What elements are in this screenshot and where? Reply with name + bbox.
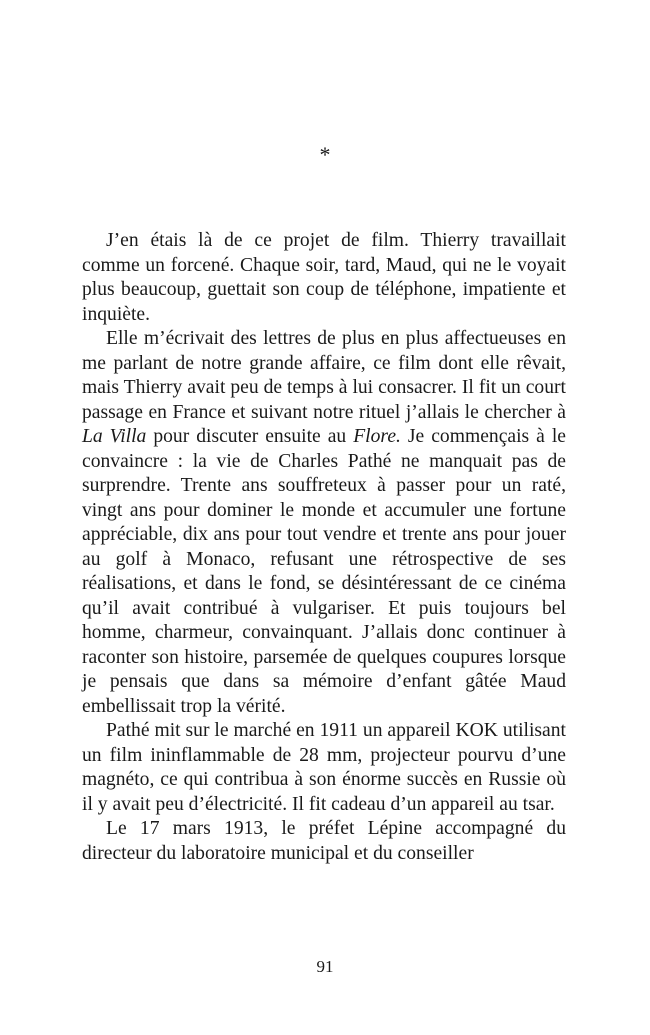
text-run: Je commençais à le convaincre : la vie de Charles Pathé ne manquait pas de surprendre. Trente ans souffreteux à passer pour un raté, vingt ans pour dominer le monde et accumuler une fortune appréciable, dix ans pour tout vendre et trente ans pour jouer au golf à Monaco, refusant une rétrospective de ses réalisations, et dans le fond, se désintéressant de ce cinéma qu’il avait contribué à vulgariser. Et puis toujours bel homme, charmeur, convainquant. J’allais donc continuer à raconter son histoire, parsemée de quelques coupures lorsque je pensais que dans sa mémoire d’enfant gâtée Maud embellissait trop la vérité.: [82, 426, 566, 717]
italic-text: Flore.: [353, 426, 401, 447]
text-run: Elle m’écrivait des lettres de plus en plus affectueuses en me parlant de notre grande affaire, ce film dont elle rêvait, mais Thierry avait peu de temps à lui consacrer. Il fit un court passage en France et suivant notre rituel j’allais le chercher à: [82, 328, 566, 423]
text-run: Pathé mit sur le marché en 1911 un appareil KOK utilisant un film ininflammable de 28 mm, projecteur pourvu d’une magnéto, ce qui contribua à son énorme succès en Russie où il y avait peu d’électricité. Il fit cadeau d’un appareil au tsar.: [82, 720, 566, 815]
paragraph: [82, 229, 566, 327]
body-text: [82, 229, 566, 866]
text-run: Le 17 mars 1913, le préfet Lépine accompagné du directeur du laboratoire municipal et du conseiller: [82, 818, 566, 864]
text-run: J’en étais là de ce projet de film. Thierry travaillait comme un forcené. Chaque soir, tard, Maud, qui ne le voyait plus beaucoup, guettait son coup de téléphone, impatiente et inquiète.: [82, 230, 566, 325]
paragraph: [82, 719, 566, 817]
section-separator: *: [319, 142, 331, 167]
paragraph: [82, 327, 566, 719]
italic-text: La Villa: [82, 426, 147, 447]
page-number: 91: [316, 957, 334, 976]
text-run: pour discuter ensuite au: [146, 426, 354, 447]
paragraph: [82, 817, 566, 866]
